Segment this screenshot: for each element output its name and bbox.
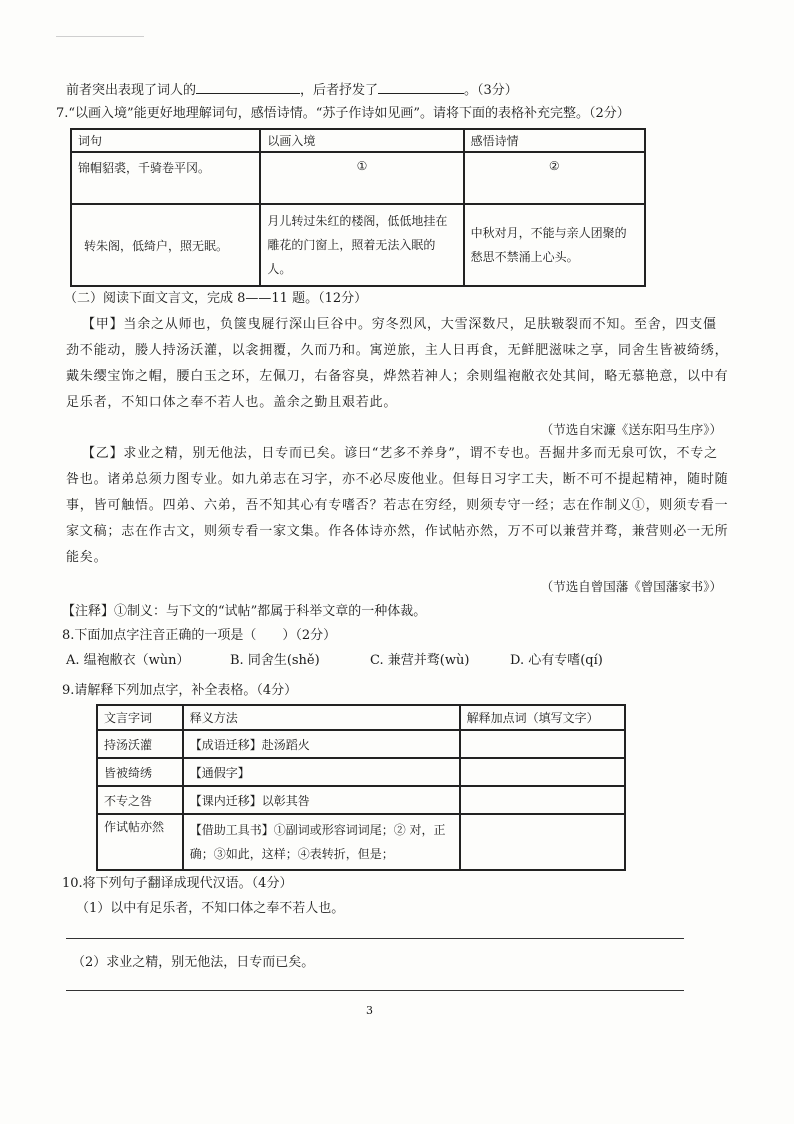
q9-row2-answer[interactable] [460, 758, 625, 786]
q8-option-d[interactable]: D. 心有专嗜(qí) [510, 653, 603, 668]
passage-yi-label: 【乙】 [82, 446, 124, 461]
q6-blank-1[interactable] [196, 79, 300, 94]
passage-jia-text: 当余之从师也，负箧曳屣行深山巨谷中。穷冬烈风，大雪深数尺，足肤皲裂而不知。至舍，四支僵劲不能动，媵人持汤沃灌，以衾拥覆，久而乃和。寓逆旅，主人日再食，无鲜肥滋味之享，同舍生皆被绮绣，戴朱缨宝饰之帽，腰白玉之环，左佩刀，右备容臭，烨然若神人；余则缊袍敝衣处其间，略无慕艳意，以中有足乐者，不知口体之奉不若人也。盖余之勤且艰若此。 [66, 317, 729, 410]
q7-header-emotion: 感悟诗情 [464, 129, 645, 152]
q9-header-answer: 解释加点词（填写文字） [460, 705, 625, 730]
q10-sentence-1: （1）以中有足乐者，不知口体之奉不若人也。 [76, 901, 345, 916]
section2-title: （二）阅读下面文言文，完成 8——11 题。（12分） [64, 291, 368, 306]
q7-header-scene: 以画入境 [260, 129, 463, 152]
q7-stem: 7.“以画入境”能更好地理解词句，感悟诗情。“苏子作诗如见画”。请将下面的表格补充完整。（2分） [56, 106, 630, 121]
q9-row3-word: 不专之咎 [97, 786, 183, 814]
q9-row1-answer[interactable] [460, 730, 625, 758]
q6-blank-2[interactable] [378, 79, 464, 94]
q9-header-word: 文言字词 [97, 705, 183, 730]
q9-row4-method: 【借助工具书】①副词或形容词词尾；② 对，正确；③如此，这样；④表转折，但是； [183, 814, 460, 870]
q9-row4-word: 作试帖亦然 [97, 814, 183, 870]
q7-row2-scene: 月儿转过朱红的楼阁，低低地挂在雕花的门窗上，照着无法入眠的人。 [260, 204, 463, 286]
q8-stem: 8.下面加点字注音正确的一项是（ ）（2分） [62, 628, 337, 643]
q9-row4-answer[interactable] [460, 814, 625, 870]
annotation-note: 【注释】①制义：与下文的“试帖”都属于科举文章的一种体裁。 [62, 604, 427, 619]
q6-prefix: 前者突出表现了词人的 [66, 83, 197, 98]
q6-answer-line [66, 79, 518, 101]
passage-jia-label: 【甲】 [82, 317, 124, 332]
q8-option-b[interactable]: B. 同舍生(shě) [230, 653, 320, 668]
q9-row1-word: 持汤沃灌 [97, 730, 183, 758]
q7-table [70, 128, 646, 287]
q7-header-line: 词句 [71, 129, 260, 152]
q9-row1-method: 【成语迁移】赴汤蹈火 [183, 730, 460, 758]
q8-options [66, 651, 626, 671]
q9-row3-answer[interactable] [460, 786, 625, 814]
q9-table [96, 704, 626, 871]
q7-row1-blank-2[interactable]: ② [464, 152, 645, 204]
q10-answer-line-2[interactable] [66, 990, 684, 991]
q9-row2-word: 皆被绮绣 [97, 758, 183, 786]
passage-jia-source: （节选自宋濂《送东阳马生序》） [540, 422, 722, 437]
q7-row2-emotion: 中秋对月，不能与亲人团聚的愁思不禁涌上心头。 [464, 204, 645, 286]
q9-row3-method: 【课内迁移】以彰其咎 [183, 786, 460, 814]
q9-header-method: 释义方法 [183, 705, 460, 730]
q10-answer-line-1[interactable] [66, 938, 684, 939]
q9-row2-method: 【通假字】 [183, 758, 460, 786]
q8-option-c[interactable]: C. 兼营并骛(wù) [370, 653, 470, 668]
passage-yi-text: 求业之精，别无他法，日专而已矣。谚曰“艺多不养身”，谓不专也。吾掘井多而无泉可饮，不专之咎也。诸弟总须力图专业。如九弟志在习字，亦不必尽废他业。但每日习字工夫，断不可不提起精神，随时随事，皆可触悟。四弟、六弟，吾不知其心有专嗜否？若志在穷经，则须专守一经；志在作制义①，则须专看一家文稿；志在作古文，则须专看一家文集。作各体诗亦然，作试帖亦然，万不可以兼营并骛，兼营则必一无所能矣。 [66, 446, 729, 565]
scan-artifact-line [56, 36, 144, 37]
q9-stem: 9.请解释下列加点字，补全表格。（4分） [62, 683, 298, 698]
passage-yi [66, 441, 730, 571]
q10-sentence-2: （2）求业之精，别无他法，日专而已矣。 [72, 955, 315, 970]
q7-row1-blank-1[interactable]: ① [260, 152, 463, 204]
q6-middle: ，后者抒发了 [300, 83, 379, 98]
q8-option-a[interactable]: A. 缊袍敝衣（wùn） [66, 653, 190, 668]
q7-row2-line: 转朱阁，低绮户，照无眠。 [71, 204, 260, 286]
passage-jia [66, 312, 730, 416]
q6-suffix: 。（3分） [464, 83, 518, 98]
passage-yi-source: （节选自曾国藩《曾国藩家书》） [540, 579, 722, 594]
page-number: 3 [366, 1004, 373, 1017]
q10-stem: 10.将下列句子翻译成现代汉语。（4分） [62, 876, 293, 891]
q7-row1-line: 锦帽貂裘，千骑卷平冈。 [71, 152, 260, 204]
